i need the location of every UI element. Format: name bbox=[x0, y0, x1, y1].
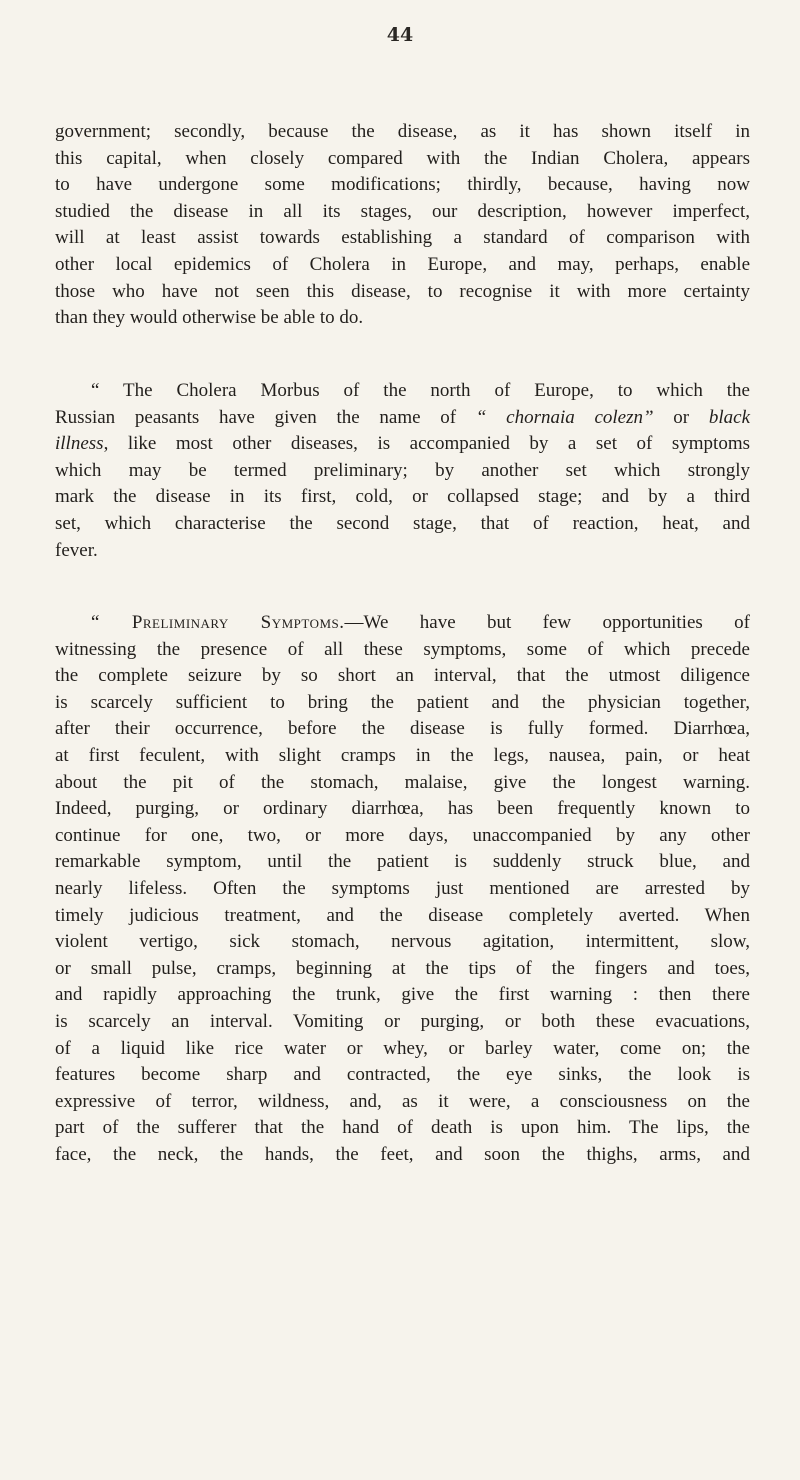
text-line: fever. bbox=[55, 539, 98, 561]
italic-term: black bbox=[708, 406, 751, 428]
text-line: is scarcely sufficient to bring the patient and the physician together, bbox=[55, 691, 750, 713]
text-line: witnessing the presence of all these symptoms, some of which precede bbox=[55, 638, 750, 660]
text-line: set, which characterise the second stage, that of reaction, heat, and bbox=[55, 512, 750, 534]
text-line bbox=[55, 610, 750, 637]
text-line: than they would otherwise be able to do. bbox=[55, 307, 364, 329]
text-line: mark the disease in its first, cold, or collapsed stage; and by a third bbox=[55, 486, 750, 508]
text-line bbox=[55, 431, 750, 458]
text-line: which may be termed preliminary; by another set which strongly bbox=[55, 459, 750, 481]
text-line: government; secondly, because the disease, as it has shown itself in bbox=[55, 121, 750, 142]
text-line: continue for one, two, or more days, unaccompanied by any other bbox=[55, 824, 750, 846]
text-line: will at least assist towards establishing a standard of comparison with bbox=[55, 227, 750, 249]
text-line: this capital, when closely compared with the Indian Cholera, appears bbox=[55, 147, 750, 169]
paragraph-3 bbox=[55, 610, 750, 1168]
italic-term: illness bbox=[55, 433, 104, 455]
text-line: of a liquid like rice water or whey, or barley water, come on; the bbox=[55, 1037, 750, 1059]
text-line: violent vertigo, sick stomach, nervous agitation, intermittent, slow, bbox=[55, 931, 750, 953]
text-segment: —We have but few opportunities of bbox=[344, 612, 750, 633]
text-segment: , like most other diseases, is accompanied by a set of symptoms bbox=[103, 433, 750, 455]
text-line: after their occurrence, before the disease is fully formed. Diarrhœa, bbox=[55, 718, 750, 740]
text-line: other local epidemics of Cholera in Europe, and may, perhaps, enable bbox=[55, 253, 750, 275]
section-heading: “ Preliminary Symptoms. bbox=[91, 612, 345, 633]
page-number: 44 bbox=[386, 24, 414, 46]
text-line: features become sharp and contracted, the eye sinks, the look is bbox=[55, 1064, 750, 1086]
text-line: Indeed, purging, or ordinary diarrhœa, has been frequently known to bbox=[55, 798, 750, 820]
text-line: is scarcely an interval. Vomiting or purging, or both these evacuations, bbox=[55, 1010, 750, 1032]
text-line: the complete seizure by so short an interval, that the utmost diligence bbox=[55, 665, 750, 687]
paragraph-1 bbox=[55, 119, 750, 332]
italic-term: “ chornaia colezn” bbox=[475, 406, 654, 428]
text-line: or small pulse, cramps, beginning at the tips of the fingers and toes, bbox=[55, 957, 750, 979]
text-line: expressive of terror, wildness, and, as it were, a consciousness on the bbox=[55, 1090, 750, 1112]
text-line: nearly lifeless. Often the symptoms just mentioned are arrested by bbox=[55, 877, 750, 899]
text-line: at first feculent, with slight cramps in the legs, nausea, pain, or heat bbox=[55, 744, 750, 766]
text-line: about the pit of the stomach, malaise, give the longest warning. bbox=[55, 771, 750, 793]
text-segment: or bbox=[653, 406, 709, 428]
text-line bbox=[55, 378, 750, 405]
text-line: to have undergone some modifications; thirdly, because, having now bbox=[55, 174, 750, 196]
text-line: timely judicious treatment, and the disease completely averted. When bbox=[55, 904, 750, 926]
text-segment: Russian peasants have given the name of bbox=[55, 406, 476, 428]
text-line: part of the sufferer that the hand of death is upon him. The lips, the bbox=[55, 1117, 750, 1139]
text-line bbox=[55, 405, 750, 432]
text-segment: “ The Cholera Morbus of the north of Europe, to which the bbox=[91, 380, 750, 401]
text-line: those who have not seen this disease, to recognise it with more certainty bbox=[55, 280, 750, 302]
text-line: remarkable symptom, until the patient is suddenly struck blue, and bbox=[55, 851, 750, 873]
paragraph-2 bbox=[55, 378, 750, 564]
text-line: and rapidly approaching the trunk, give the first warning : then there bbox=[55, 984, 750, 1006]
text-line: studied the disease in all its stages, our description, however imperfect, bbox=[55, 200, 750, 222]
text-line: face, the neck, the hands, the feet, and soon the thighs, arms, and bbox=[55, 1143, 750, 1165]
